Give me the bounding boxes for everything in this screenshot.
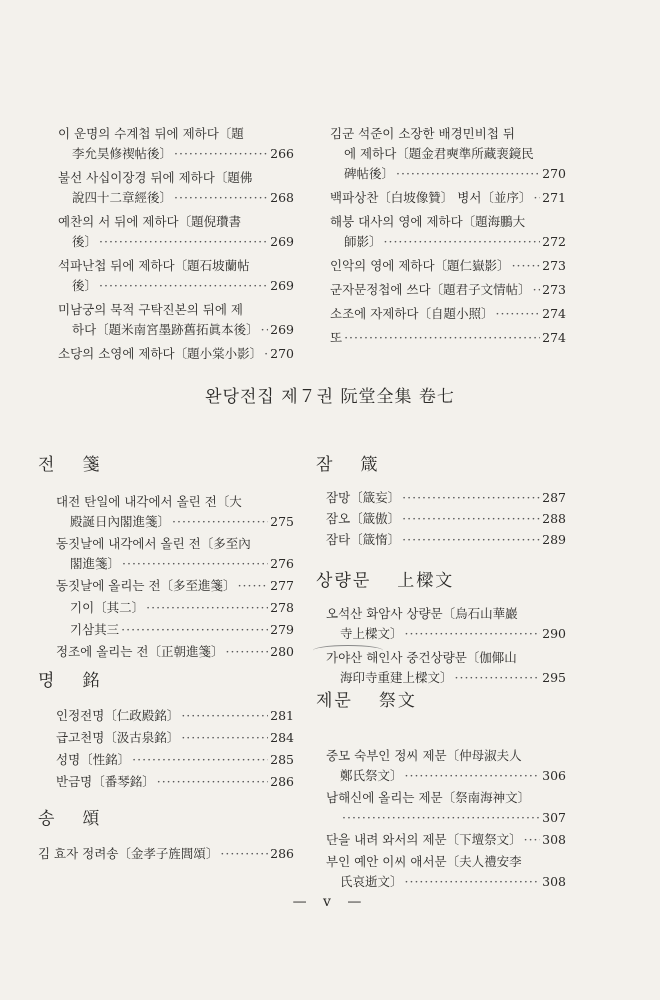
page-number: 269 [270, 234, 294, 249]
toc-entry [56, 534, 294, 574]
entry-title-line: 소조에 자제하다〔自題小照〕 [330, 306, 494, 321]
dot-leader [225, 642, 268, 662]
toc-entry [330, 280, 566, 300]
entry-title-line: 남해신에 올리는 제문〔祭南海神文〕 [326, 790, 531, 805]
dot-leader [181, 706, 268, 726]
entry-title-line: 잠오〔箴傲〕 [326, 511, 401, 526]
dot-leader [238, 576, 269, 596]
dot-leader [344, 328, 540, 348]
entry-title-line: 海印寺重建上樑文〕 [340, 670, 453, 685]
entry-title-line: 氏哀逝文〕 [340, 874, 403, 889]
dot-leader [402, 530, 540, 550]
entry-title-line: 석파난첩 뒤에 제하다〔題石坡蘭帖 [58, 258, 250, 273]
entry-title-line: 해붕 대사의 영에 제하다〔題海鵬大 [330, 214, 526, 229]
page-number: 284 [270, 730, 294, 745]
page-number: 286 [270, 846, 294, 861]
toc-entry [56, 492, 294, 532]
dot-leader [405, 766, 541, 786]
page-number: 277 [270, 578, 294, 593]
entry-title-line: 급고천명〔汲古泉銘〕 [56, 730, 180, 745]
entry-title-line: 대전 탄일에 내각에서 올린 전〔大 [56, 494, 242, 509]
dot-leader [405, 624, 541, 644]
entry-title-line: 李允昊修禊帖後〕 [72, 146, 173, 161]
page-number: 274 [542, 330, 566, 345]
entry-title-line: 잠타〔箴惰〕 [326, 532, 401, 547]
toc-entry [58, 168, 294, 208]
dot-leader [342, 808, 540, 828]
volume-title: 완당전집 제７권 阮堂全集 卷七 [205, 387, 455, 407]
section-entries [326, 488, 566, 551]
dot-leader [157, 772, 268, 792]
page-number: 266 [270, 146, 294, 161]
section-heading [38, 450, 127, 475]
page-number: 272 [542, 234, 566, 249]
section-heading [38, 804, 127, 829]
entry-title-line: 인악의 영에 제하다〔題仁嶽影〕 [330, 258, 510, 273]
toc-entry [326, 852, 566, 892]
toc-entry [326, 488, 566, 508]
section-heading [38, 666, 127, 691]
page-number: 275 [270, 514, 294, 529]
entry-title-line: 說四十二章經後〕 [72, 190, 173, 205]
page-number: 289 [542, 532, 566, 547]
toc-entry [326, 530, 566, 550]
page-number: 308 [542, 874, 566, 889]
page-number: 306 [542, 768, 566, 783]
section-heading [316, 686, 443, 711]
toc-entry [56, 750, 294, 770]
entry-title-line: 반금명〔番琴銘〕 [56, 774, 155, 789]
section-heading-word: 箋 [82, 455, 102, 475]
entry-title-line: 閣進箋〕 [70, 556, 121, 571]
toc-entry [330, 256, 566, 276]
entry-title-line: 하다〔題米南宮墨跡舊拓眞本後〕 [72, 322, 259, 337]
entry-title-line: 미남궁의 묵적 구탁진본의 뒤에 제 [58, 302, 243, 317]
page-number: 269 [270, 278, 294, 293]
dot-leader [174, 188, 268, 208]
dot-leader [132, 750, 268, 770]
page-number: 273 [542, 258, 566, 273]
entry-title-line: 중모 숙부인 정씨 제문〔仲母淑夫人 [326, 748, 522, 763]
entry-title-line: 鄭氏祭文〕 [340, 768, 403, 783]
dot-leader [99, 232, 268, 252]
entry-title-line: 師影〕 [344, 234, 382, 249]
dot-leader [146, 598, 268, 618]
dot-leader [99, 276, 268, 296]
page-number: 280 [270, 644, 294, 659]
section-entries [56, 492, 294, 664]
toc-column-top-right [330, 124, 566, 352]
toc-entry [58, 300, 294, 340]
toc-entry [330, 328, 566, 348]
toc-entry [330, 212, 566, 252]
page-number: 279 [270, 622, 294, 637]
dot-leader [384, 232, 541, 252]
page-number: 286 [270, 774, 294, 789]
toc-entry [38, 844, 294, 864]
toc-entry [56, 598, 294, 618]
entry-title-line: 또 [330, 330, 343, 345]
entry-title-line: 백파상찬〔白坡像贊〕 병서〔並序〕 [330, 190, 532, 205]
entry-title-line: 정조에 올리는 전〔正朝進箋〕 [56, 644, 224, 659]
dot-leader [264, 344, 268, 364]
toc-entry [326, 788, 566, 828]
entry-title-line: 동짓날에 올리는 전〔多至進箋〕 [56, 578, 236, 593]
page-number: 281 [270, 708, 294, 723]
entry-title-line: 소당의 소영에 제하다〔題小棠小影〕 [58, 346, 263, 361]
toc-entry [326, 509, 566, 529]
page-number: 287 [542, 490, 566, 505]
entry-title-line: 寺上樑文〕 [340, 626, 403, 641]
entry-title-line: 예찬의 서 뒤에 제하다〔題倪瓚書 [58, 214, 242, 229]
entry-title-line: 부인 예안 이씨 애서문〔夫人禮安李 [326, 854, 522, 869]
page-number: 285 [270, 752, 294, 767]
dot-leader [496, 304, 541, 324]
section-heading-word: 상량문 [316, 571, 372, 591]
page-number: 290 [542, 626, 566, 641]
page-number: 270 [542, 166, 566, 181]
entry-title-line: 잠망〔箴妄〕 [326, 490, 401, 505]
dot-leader [261, 320, 268, 340]
page-number: 271 [542, 190, 566, 205]
dot-leader [181, 728, 268, 748]
toc-entry [58, 344, 294, 364]
toc-entry [330, 124, 566, 184]
section-heading-word: 송 [38, 809, 57, 829]
entry-title-line: 에 제하다〔題金君奭準所藏裵鏡民 [344, 146, 534, 161]
toc-entry [326, 604, 566, 644]
entry-title-line: 碑帖後〕 [344, 166, 395, 181]
section-entries [56, 706, 294, 794]
entry-title-line: 동짓날에 내각에서 올린 전〔多至內 [56, 536, 251, 551]
section-heading-word: 上樑文 [397, 571, 455, 591]
page-number: 288 [542, 511, 566, 526]
entry-title-line: 後〕 [72, 278, 98, 293]
dot-leader [455, 668, 541, 688]
section-entries [38, 844, 294, 866]
entry-title-line: 김 효자 정려송〔金孝子旌閭頌〕 [38, 846, 219, 861]
section-heading-word: 頌 [82, 809, 102, 829]
toc-entry [56, 620, 294, 640]
dot-leader [402, 509, 540, 529]
toc-entry [58, 124, 294, 164]
section-heading [316, 450, 405, 475]
dot-leader [121, 620, 268, 640]
dot-leader [405, 872, 541, 892]
page-footer: — v — [292, 894, 368, 910]
dot-leader [396, 164, 540, 184]
entry-title-line: 기삼其三 [70, 622, 120, 637]
section-heading-word: 箴 [360, 455, 380, 475]
dot-leader [533, 280, 541, 300]
entry-title-line: 가야산 해인사 중건상량문〔伽倻山 [326, 650, 517, 665]
dot-leader [122, 554, 268, 574]
toc-entry [58, 256, 294, 296]
entry-title-line: 기이〔其二〕 [70, 600, 145, 615]
entry-title-line: 성명〔性銘〕 [56, 752, 131, 767]
entry-title-line: 불선 사십이장경 뒤에 제하다〔題佛 [58, 170, 253, 185]
entry-title-line: 殿誕日內閣進箋〕 [70, 514, 171, 529]
section-heading-word: 명 [38, 671, 57, 691]
toc-entry [326, 830, 566, 850]
toc-entry [56, 706, 294, 726]
dot-leader [402, 488, 540, 508]
page-number: 295 [542, 670, 566, 685]
page-number: 278 [270, 600, 294, 615]
entry-title-line: 인정전명〔仁政殿銘〕 [56, 708, 180, 723]
section-heading-word: 제문 [316, 691, 353, 711]
toc-column-top-left [58, 124, 294, 368]
section-entries [326, 746, 566, 894]
dot-leader [524, 830, 541, 850]
page-number: 268 [270, 190, 294, 205]
dot-leader [512, 256, 541, 276]
toc-entry [56, 728, 294, 748]
toc-entry [56, 642, 294, 662]
toc-entry [56, 576, 294, 596]
entry-title-line: 後〕 [72, 234, 98, 249]
toc-entry [58, 212, 294, 252]
pencil-mark [313, 645, 383, 656]
page-number: 270 [270, 346, 294, 361]
page-number: 307 [542, 810, 566, 825]
page-number: 274 [542, 306, 566, 321]
dot-leader [174, 144, 268, 164]
toc-entry [56, 772, 294, 792]
entry-title-line: 이 운명의 수계첩 뒤에 제하다〔題 [58, 126, 244, 141]
page-number: 269 [270, 322, 294, 337]
section-heading-word: 잠 [316, 455, 335, 475]
entry-title-line: 단을 내려 와서의 제문〔下壇祭文〕 [326, 832, 522, 847]
toc-entry [326, 746, 566, 786]
dot-leader [172, 512, 268, 532]
entry-title-line: 김군 석준이 소장한 배경민비첩 뒤 [330, 126, 515, 141]
page-number: 273 [542, 282, 566, 297]
section-heading [316, 566, 480, 591]
section-heading-word: 전 [38, 455, 57, 475]
entry-title-line: 오석산 화암사 상량문〔烏石山華巖 [326, 606, 518, 621]
section-heading-word: 銘 [82, 671, 102, 691]
section-heading-word: 祭文 [378, 691, 417, 711]
toc-entry [330, 188, 566, 208]
page-number: 308 [542, 832, 566, 847]
page-number: 276 [270, 556, 294, 571]
dot-leader [220, 844, 268, 864]
toc-entry [330, 304, 566, 324]
dot-leader [533, 188, 540, 208]
entry-title-line: 군자문정첩에 쓰다〔題君子文情帖〕 [330, 282, 531, 297]
